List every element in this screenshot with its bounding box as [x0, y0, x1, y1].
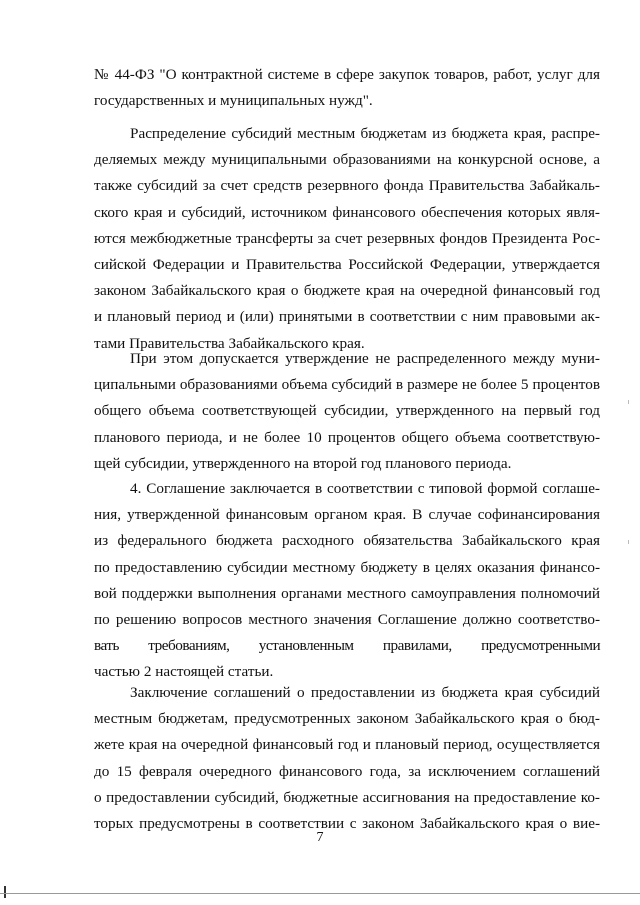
- text-line: местным бюджетам, предусмотренных законом Забайкальского края о бюд-: [94, 710, 600, 728]
- text-line: ются межбюджетные трансферты за счет резервных фондов Президента Рос-: [94, 229, 600, 247]
- text-line: № 44-ФЗ "О контрактной системе в сфере закупок товаров, работ, услуг для: [94, 66, 600, 83]
- text-line: законом Забайкальского края о бюджете края на очередной финансовый год: [94, 282, 600, 300]
- text-line: деляемых между муниципальными образованиями на конкурсной основе, а: [94, 151, 600, 169]
- text-line: сийской Федерации и Правительства Российской Федерации, утверждается: [94, 256, 600, 274]
- text-line: ского края и субсидий, источником финансового обеспечения которых явля-: [94, 203, 600, 221]
- text-line: жете края на очередной финансовый год и плановый период, осуществляется: [94, 736, 600, 754]
- text-line: также субсидий за счет средств резервного фонда Правительства Забайкаль-: [94, 177, 600, 195]
- text-line: о предоставлении субсидий, бюджетные ассигнования на предоставление ко-: [94, 788, 600, 806]
- text-line: планового периода, и не более 10 процентов общего объема соответствую-: [94, 428, 600, 446]
- text-line: общего объема соответствующей субсидии, утвержденного на первый год: [94, 402, 600, 420]
- text-line: вать требованиям, установленным правилами, предусмотренными: [94, 637, 601, 655]
- text-line: из федерального бюджета расходного обязательства Забайкальского края: [94, 532, 600, 550]
- text-line: до 15 февраля очередного финансового года, за исключением соглашений: [94, 762, 600, 780]
- text-line: по предоставлению субсидии местному бюджету в целях оказания финансо-: [94, 558, 600, 576]
- scan-mark: [4, 886, 6, 898]
- text-line: ципальными образованиями объема субсидий в размере не более 5 процентов: [94, 376, 600, 394]
- paragraph-2: [94, 121, 600, 357]
- text-line: Заключение соглашений о предоставлении из бюджета края субсидий: [130, 684, 600, 701]
- text-line: щей субсидии, утвержденного на второй год планового периода.: [94, 454, 512, 472]
- page-number: 7: [316, 830, 324, 845]
- paragraph-5: [94, 680, 600, 837]
- scan-speck: [628, 540, 629, 544]
- text-line: ния, утвержденной финансовым органом края. В случае софинансирования: [94, 506, 600, 524]
- text-line: тами Правительства Забайкальского края.: [94, 334, 365, 352]
- text-line: государственных и муниципальных нужд".: [94, 92, 373, 110]
- scan-speck: [628, 400, 629, 404]
- scan-edge-line: [0, 893, 640, 894]
- text-line: по решению вопросов местного значения Соглашение должно соответство-: [94, 611, 600, 629]
- paragraph-1: [94, 62, 600, 114]
- text-line: частью 2 настоящей статьи.: [94, 663, 274, 681]
- text-line: При этом допускается утверждение не распределенного между муни-: [130, 350, 600, 367]
- text-line: и плановый период и (или) принятыми в соответствии с ним правовыми ак-: [94, 308, 600, 326]
- text-line: Распределение субсидий местным бюджетам из бюджета края, распре-: [130, 125, 600, 142]
- text-line: 4. Соглашение заключается в соответствии с типовой формой соглаше-: [130, 480, 600, 497]
- text-line: торых предусмотрены в соответствии с законом Забайкальского края о вие-: [94, 815, 600, 833]
- paragraph-4: [94, 476, 600, 686]
- text-line: вой поддержки выполнения органами местного самоуправления полномочий: [94, 584, 600, 602]
- paragraph-3: [94, 346, 600, 477]
